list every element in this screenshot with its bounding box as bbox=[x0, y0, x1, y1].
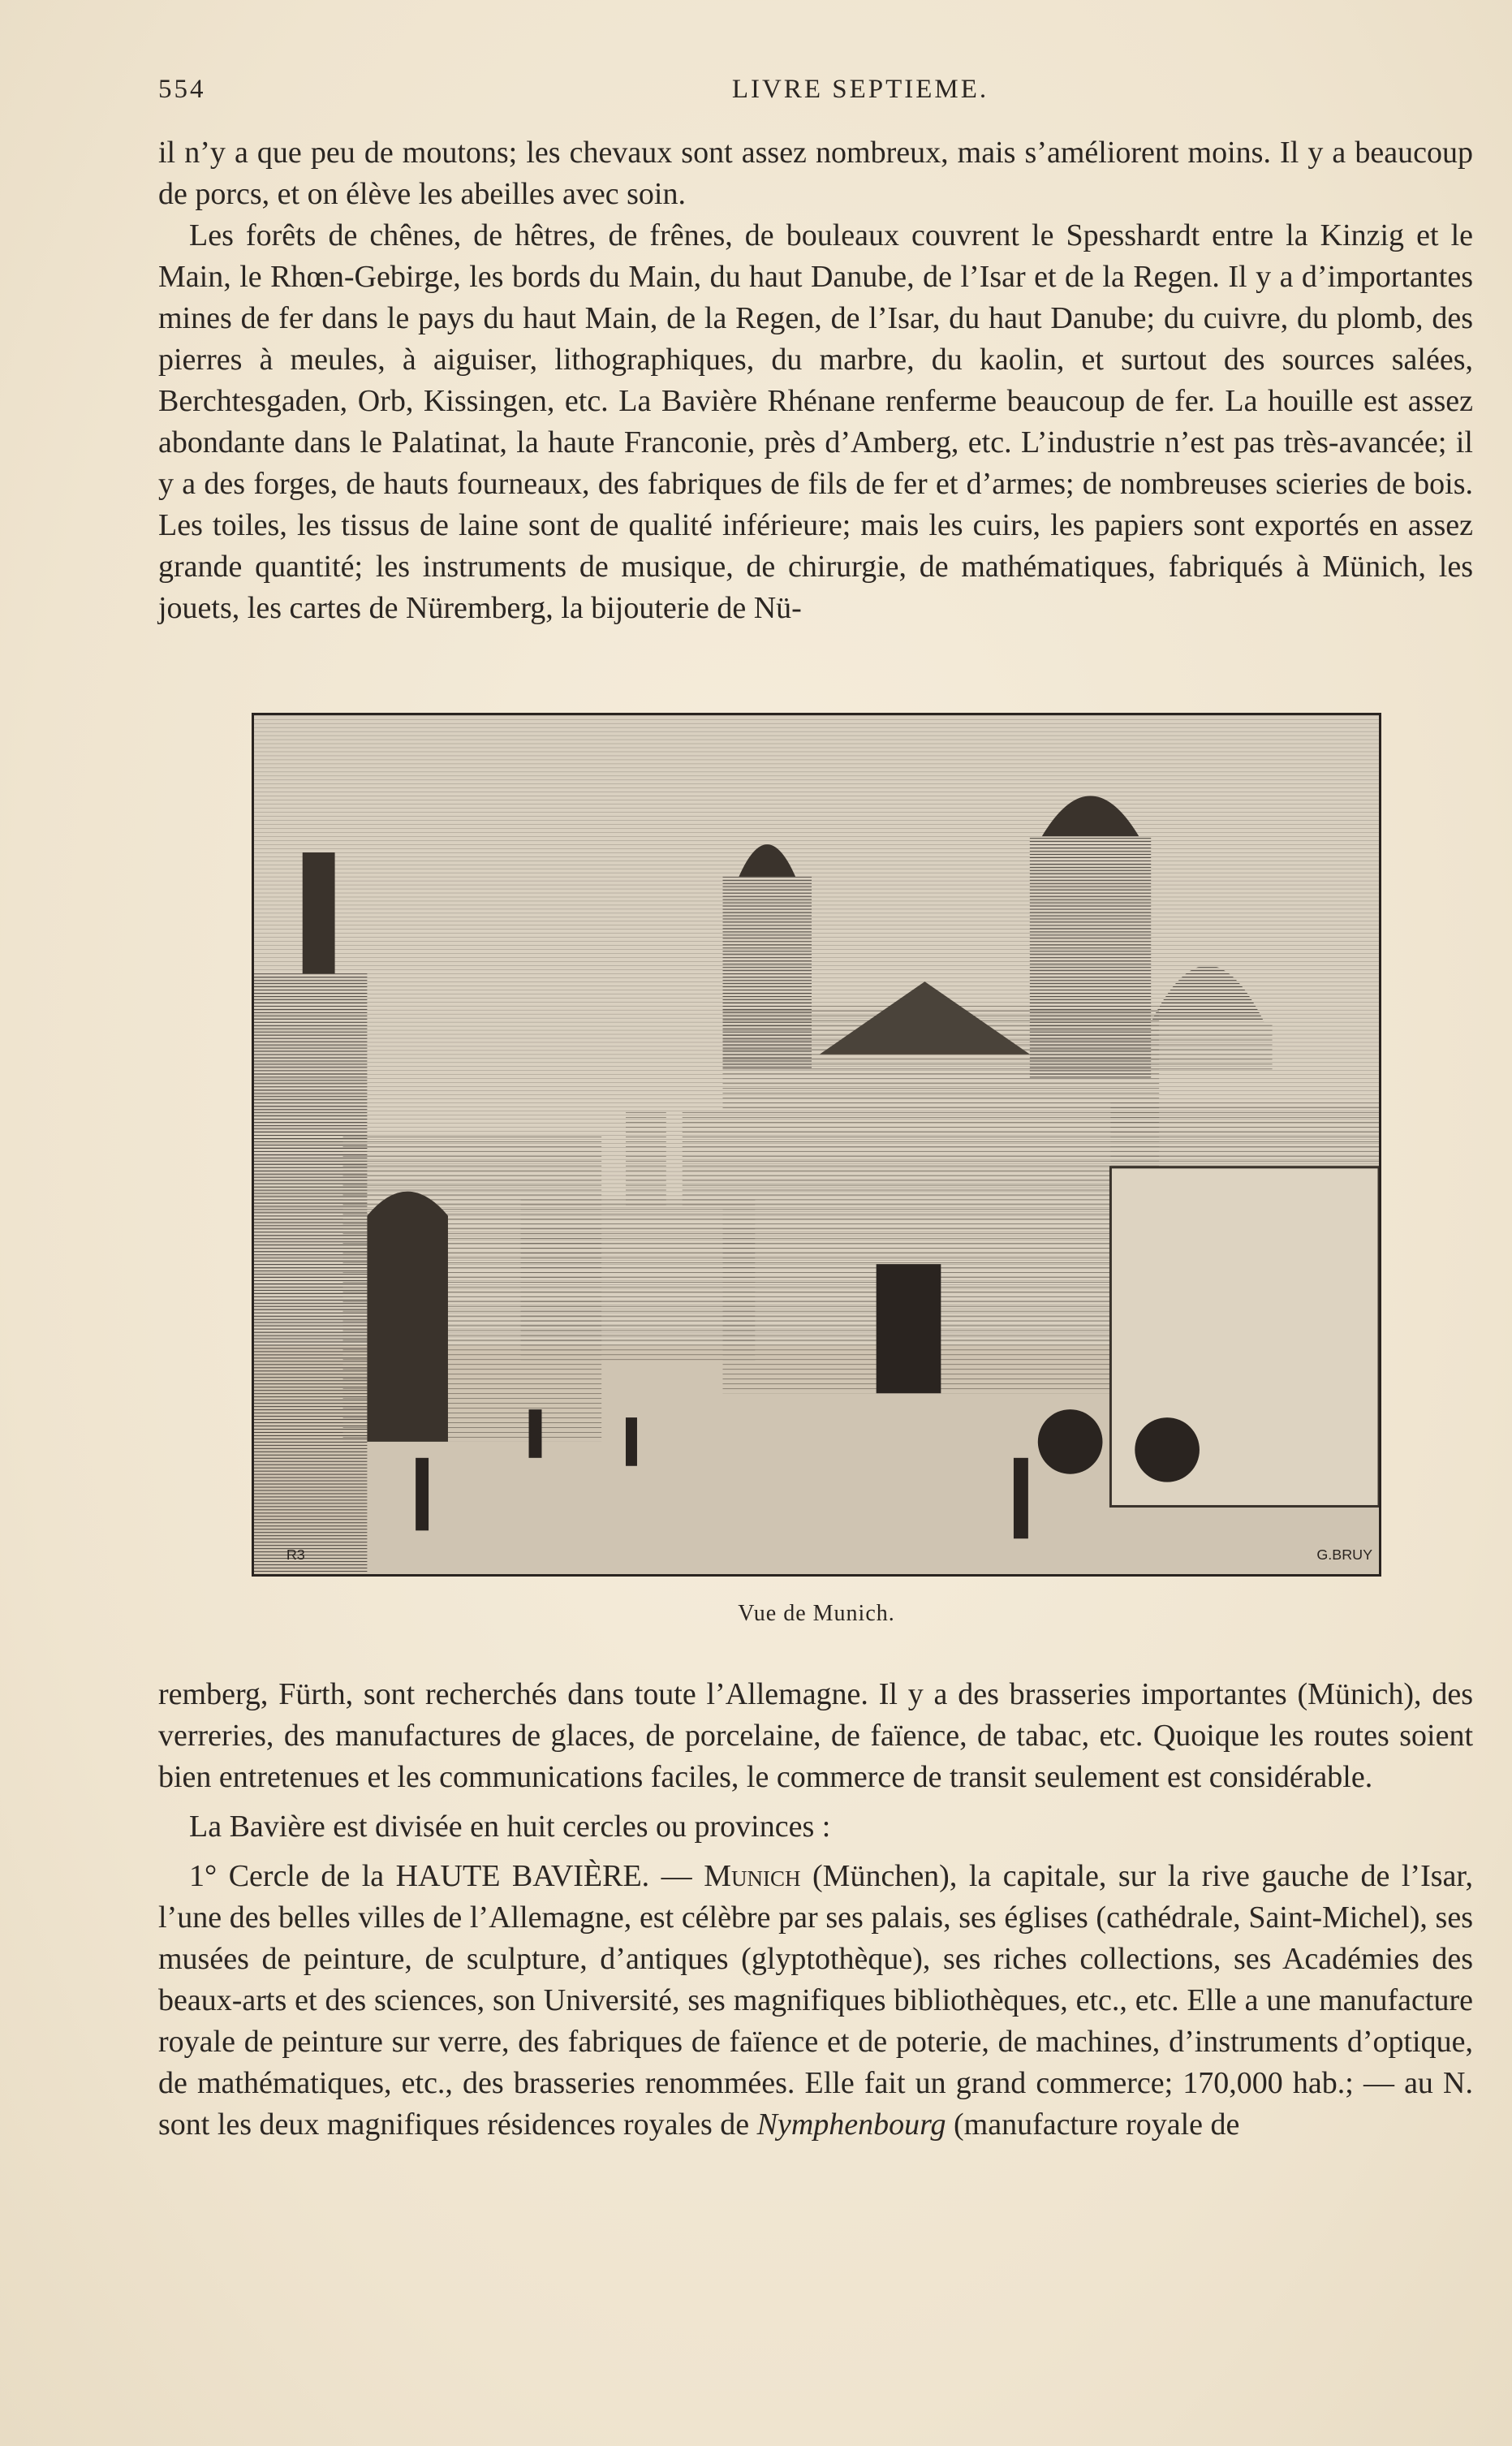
paragraph-industries: remberg, Fürth, sont recherchés dans toute l’Allemagne. Il y a des brasseries importantes (Münich), des verreries, des manufactures de glaces, de porcelaine, de faïence, de tabac, etc. Quoique les routes soient bien entretenues et les communications faciles, le commerce de transit seulement est considérable. bbox=[158, 1677, 1473, 1794]
page-number: 554 bbox=[158, 75, 206, 104]
paragraph-forests-industry: Les forêts de chênes, de hêtres, de frênes, de bouleaux couvrent le Spesshardt entre la Kinzig et le Main, le Rhœn-Gebirge, les bords du Main, du haut Danube, de l’Isar et de la Regen. Il y a d’importantes mines de fer dans le pays du haut Main, de la Regen, de l’Isar, du haut Danube; du cuivre, du plomb, des pierres à meules, à aiguiser, lithographiques, du marbre, du kaolin, et surtout des sources salées, Berchtesgaden, Orb, Kissingen, etc. La Bavière Rhénane renferme beaucoup de fer. La houille est assez abondante dans le Palatinat, la haute Franconie, près d’Amberg, etc. L’industrie n’est pas très-avancée; il y a des forges, de hauts fourneaux, des fabriques de fils de fer et d’armes; de nombreuses scieries de bois. Les toiles, les tissus de laine sont de qualité inférieure; mais les cuirs, les papiers sont exportés en assez grande quantité; les instruments de musique, de chirurgie, de mathématiques, fabriqués à Münich, les jouets, les cartes de Nüremberg, la bijouterie de Nü- bbox=[158, 218, 1473, 625]
place-name-nymphenbourg: Nymphenbourg bbox=[756, 2107, 946, 2142]
body-text-bottom bbox=[158, 1674, 1473, 2146]
book-title: LIVRE SEPTIEME. bbox=[731, 75, 989, 104]
figure-caption: Vue de Munich. bbox=[738, 1601, 895, 1626]
running-head bbox=[158, 75, 1473, 114]
paragraph-provinces-intro: La Bavière est divisée en huit cercles ou provinces : bbox=[189, 1810, 831, 1844]
statue bbox=[303, 852, 335, 973]
paragraph-haute-baviere bbox=[158, 1856, 1473, 2146]
paragraph-continuation: (manufacture royale de bbox=[946, 2107, 1240, 2142]
engraver-monogram: R3 bbox=[286, 1547, 305, 1564]
artist-signature: G.BRUY bbox=[1316, 1547, 1373, 1564]
province-heading: 1° Cercle de la HAUTE BAVIÈRE. — bbox=[189, 1859, 704, 1893]
munich-description: (München), la capitale, sur la rive gauche de l’Isar, l’une des belles villes de l’Allemagne, est célèbre par ses palais, ses églises (cathédrale, Saint-Michel), ses musées de peinture, de sculpture, d’antiques (glyptothèque), ses riches collections, ses Académies des beaux-arts et des sciences, son Université, ses magnifiques bibliothèques, etc., etc. Elle a une manufacture royale de peinture sur verre, des fabriques de faïence et de poterie, de machines, d’instruments d’optique, de mathématiques, etc., des brasseries renommées. Elle fait un grand commerce; 170,000 hab.; — au N. sont les deux magnifiques résidences royales de bbox=[158, 1859, 1474, 2142]
engraving-illustration bbox=[254, 715, 1379, 1574]
city-name-munich: Munich bbox=[704, 1859, 801, 1893]
engraving-munich bbox=[252, 713, 1381, 1577]
paragraph-livestock: il n’y a que peu de moutons; les chevaux sont assez nombreux, mais s’améliorent moins. Il y a beaucoup de porcs, et on élève les abeilles avec soin. bbox=[158, 136, 1473, 211]
body-text-top bbox=[158, 132, 1473, 629]
